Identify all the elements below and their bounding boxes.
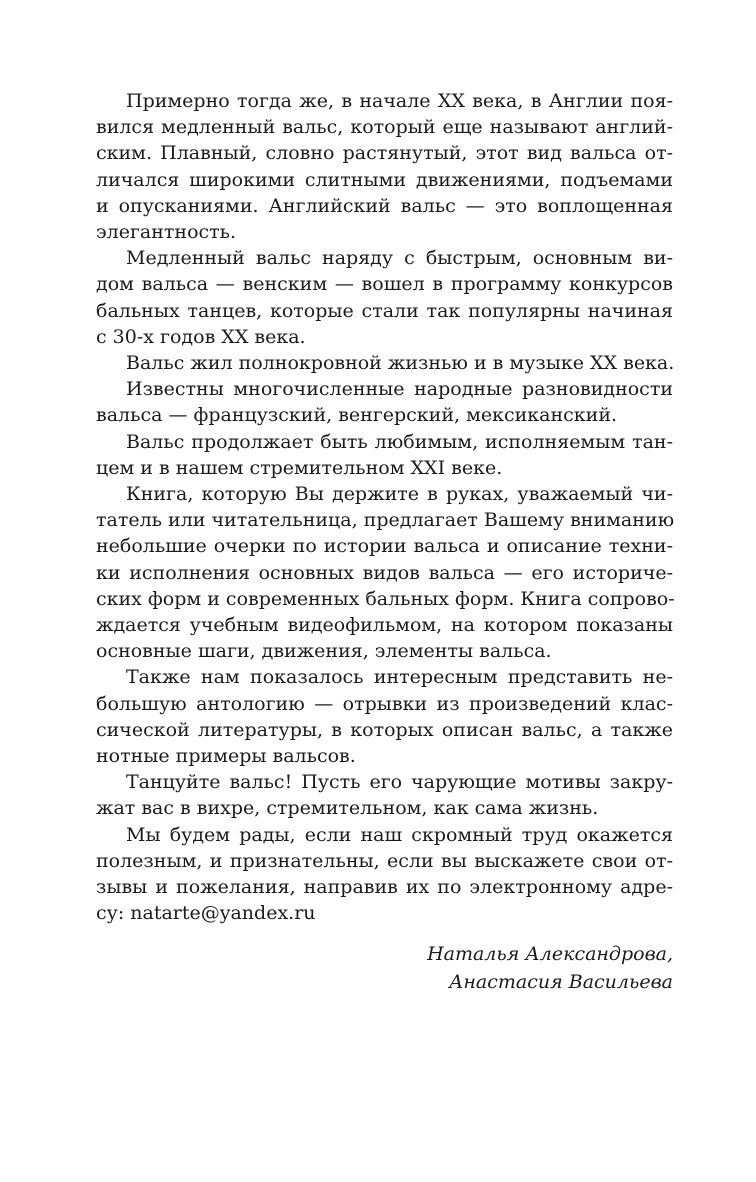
text-line: сической литературы, в которых описан вальс, а также <box>96 718 673 741</box>
paragraph <box>96 245 673 350</box>
text-line: Медленный вальс наряду с быстрым, основным ви- <box>126 247 673 270</box>
text-line: бальных танцев, которые стали так популярны начиная <box>96 299 673 322</box>
text-line: Примерно тогда же, в начале XX века, в Англии поя- <box>126 90 673 112</box>
text-line: вальса — французский, венгерский, мексиканский. <box>96 404 618 427</box>
paragraph <box>96 376 673 428</box>
author-name: Анастасия Васильева <box>449 971 673 993</box>
text-line: ки исполнения основных видов вальса — его историче- <box>96 561 673 584</box>
text-line: ждается учебным видеофильмом, на котором показаны <box>96 614 673 637</box>
paragraph <box>96 822 673 927</box>
paragraph <box>96 429 673 481</box>
text-line: полезным, и признательны, если вы выскажете свои от- <box>96 849 673 872</box>
text-line: Танцуйте вальс! Пусть его чарующие мотивы закру- <box>126 771 673 794</box>
text-line: зывы и пожелания, направив их по электронному адре- <box>96 876 673 899</box>
text-line: Книга, которую Вы держите в руках, уважаемый чи- <box>126 483 673 506</box>
text-line: Также нам показалось интересным представить не- <box>126 666 673 689</box>
text-line: и опусканиями. Английский вальс — это воплощенная <box>96 194 673 217</box>
paragraph <box>96 481 673 664</box>
text-line: основные шаги, движения, элементы вальса. <box>96 640 552 663</box>
text-line: большую антологию — отрывки из произведений клас- <box>96 692 673 715</box>
text-line: Мы будем рады, если наш скромный труд окажется <box>126 823 673 846</box>
body-text <box>96 88 673 927</box>
paragraph <box>96 664 673 769</box>
author-name: Наталья Александрова, <box>427 943 673 965</box>
text-line: небольшие очерки по истории вальса и описание техни- <box>96 535 673 558</box>
text-line: цем и в нашем стремительном XXI веке. <box>96 456 503 479</box>
text-line: с 30-х годов XX века. <box>96 325 306 348</box>
text-line: дом вальса — венским — вошел в программу конкурсов <box>96 273 673 296</box>
text-line: ским. Плавный, словно растянутый, этот вид вальса от- <box>96 142 673 165</box>
text-line: нотные примеры вальсов. <box>96 745 356 768</box>
paragraph <box>96 88 673 245</box>
text-line: жат вас в вихре, стремительном, как сама жизнь. <box>96 797 599 820</box>
paragraph <box>96 350 673 376</box>
signature <box>427 940 673 996</box>
paragraph <box>96 769 673 821</box>
text-line: Вальс продолжает быть любимым, исполняемым тан- <box>126 430 673 453</box>
text-line: су: natarte@yandex.ru <box>96 902 316 925</box>
text-line: элегантность. <box>96 221 237 244</box>
text-line: татель или читательница, предлагает Вашему вниманию <box>96 509 675 532</box>
text-line: Вальс жил полнокровной жизнью и в музыке XX века. <box>126 352 675 375</box>
text-line: ских форм и современных бальных форм. Книга сопрово- <box>96 587 675 610</box>
text-line: вился медленный вальс, который еще называют англий- <box>96 116 673 139</box>
text-line: Известны многочисленные народные разновидности <box>126 378 673 401</box>
text-line: личался широкими слитными движениями, подъемами <box>96 168 673 191</box>
